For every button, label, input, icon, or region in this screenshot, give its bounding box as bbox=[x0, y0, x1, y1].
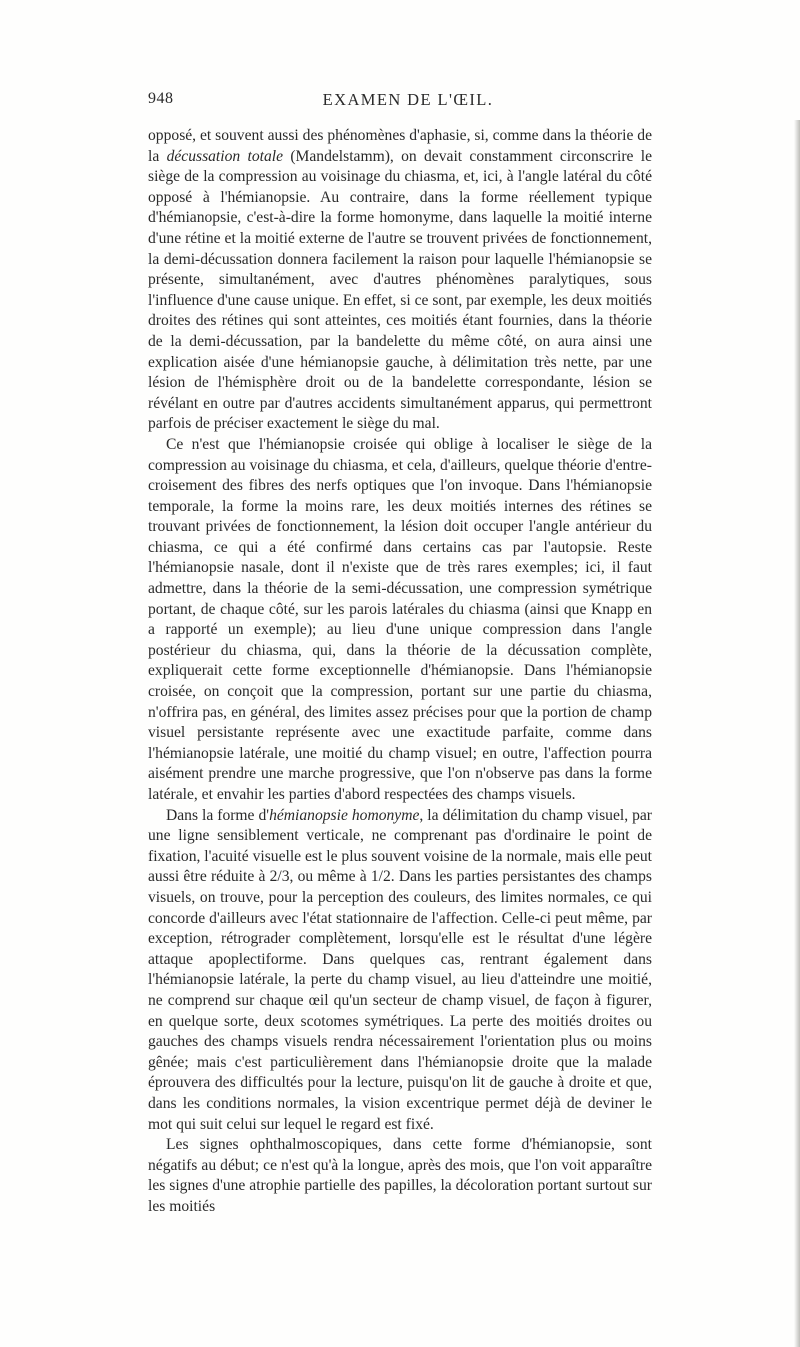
paragraph-1-italic-term: décussation totale bbox=[166, 147, 284, 165]
page-header bbox=[148, 90, 648, 114]
running-title: EXAMEN DE L'ŒIL. bbox=[322, 90, 494, 109]
paragraph-1-text: opposé, et souvent aussi des phénomènes d'aphasie, si, comme dans la théorie de la bbox=[148, 127, 652, 165]
page-number: 948 bbox=[148, 90, 174, 107]
body-text bbox=[148, 126, 652, 1217]
paragraph-3-italic-term: hémianopsie homonyme bbox=[269, 806, 420, 824]
paragraph-3-text-continued: , la délimitation du champ visuel, par une ligne sensiblement verticale, ne comprenant pas d'ordinaire le point de fixation, l'acuité visuelle est le plus souvent voisine de la normale, mais elle peut aussi être réduite à 2/3, ou même à 1/2. Dans les parties persistantes des champs visuels, on trouve, pour la perception des couleurs, des limites normales, ce qui concorde d'ailleurs avec l'état stationnaire de l'affection. Celle-ci peut même, par exception, rétrograder complètement, lorsqu'elle est le résultat d'une légère attaque apoplectiforme. Dans quelques cas, rentrant également dans l'hémianopsie latérale, la perte du champ visuel, au lieu d'atteindre une moitié, ne comprend sur chaque œil qu'un secteur de champ visuel, de façon à figurer, en quelque sorte, deux scotomes symétriques. La perte des moitiés droites ou gauches des champs visuels rendra nécessairement l'orientation plus ou moins gênée; mais c'est particulièrement dans l'hémianopsie droite que la malade éprouvera des difficultés pour la lecture, puisqu'on lit de gauche à droite et que, dans les conditions normales, la vision excentrique permet déjà de deviner le mot qui suit celui sur lequel le regard est fixé. bbox=[148, 806, 652, 1133]
paragraph-1-text-continued: (Mandelstamm), on devait constamment circonscrire le siège de la compression au voisinage du chiasma, et, ici, à l'angle latéral du côté opposé à l'hémianopsie. Au contraire, dans la forme réellement typique d'hémianopsie, c'est-à-dire la forme homonyme, dans laquelle la moitié interne d'une rétine et la moitié externe de l'autre se trouvent privées de fonctionnement, la demi-décussation donnera facilement la raison pour laquelle l'hémianopsie se présente, simultanément, avec d'autres phénomènes paralytiques, sous l'influence d'une cause unique. En effet, si ce sont, par exemple, les deux moitiés droites des rétines qui sont atteintes, ces moitiés étant fournies, dans la théorie de la demi-décussation, par la bandelette du même côté, on aura ainsi une explication aisée d'une hémianopsie gauche, à délimitation très nette, par une lésion de l'hémisphère droit ou de la bandelette correspondante, lésion se révélant en outre par d'autres accidents simultanément apparus, qui permettront parfois de préciser exactement le siège du mal. bbox=[148, 147, 653, 433]
paragraph-4: Les signes ophthalmoscopiques, dans cette forme d'hémianopsie, sont négatifs au début; ce n'est qu'à la longue, après des mois, que l'on voit apparaître les signes d'une atrophie partielle des papilles, la décoloration portant surtout sur les moitiés bbox=[148, 1136, 652, 1215]
page-edge-shadow bbox=[794, 120, 800, 1347]
paragraph-1 bbox=[148, 126, 652, 435]
paragraph-2: Ce n'est que l'hémianopsie croisée qui oblige à localiser le siège de la compression au voisinage du chiasma, et cela, d'ailleurs, quelque théorie d'entre-croisement des fibres des nerfs optiques que l'on invoque. Dans l'hémianopsie temporale, la forme la moins rare, les deux moitiés internes des rétines se trouvant privées de fonctionnement, la lésion doit occuper l'angle antérieur du chiasma, ce qui a été confirmé dans certains cas par l'autopsie. Reste l'hémianopsie nasale, dont il n'existe que de très rares exemples; ici, il faut admettre, dans la théorie de la semi-décussation, une compression symétrique portant, de chaque côté, sur les parois latérales du chiasma (ainsi que Knapp en a rapporté un exemple); au lieu d'une unique compression dans l'angle postérieur du chiasma, qui, dans la théorie de la décussation complète, expliquerait cette forme exceptionnelle d'hémianopsie. Dans l'hémianopsie croisée, on conçoit que la compression, portant sur une partie du chiasma, n'offrira pas, en général, des limites assez précises pour que la portion de champ visuel persistante représente avec une exactitude parfaite, comme dans l'hémianopsie latérale, une moitié du champ visuel; en outre, l'affection pourra aisément prendre une marche progressive, que l'on n'observe pas dans la forme latérale, et envahir les parties d'abord respectées des champs visuels. bbox=[148, 435, 652, 803]
paragraph-3 bbox=[148, 806, 652, 1136]
paragraph-3-text: Dans la forme d' bbox=[166, 806, 270, 824]
